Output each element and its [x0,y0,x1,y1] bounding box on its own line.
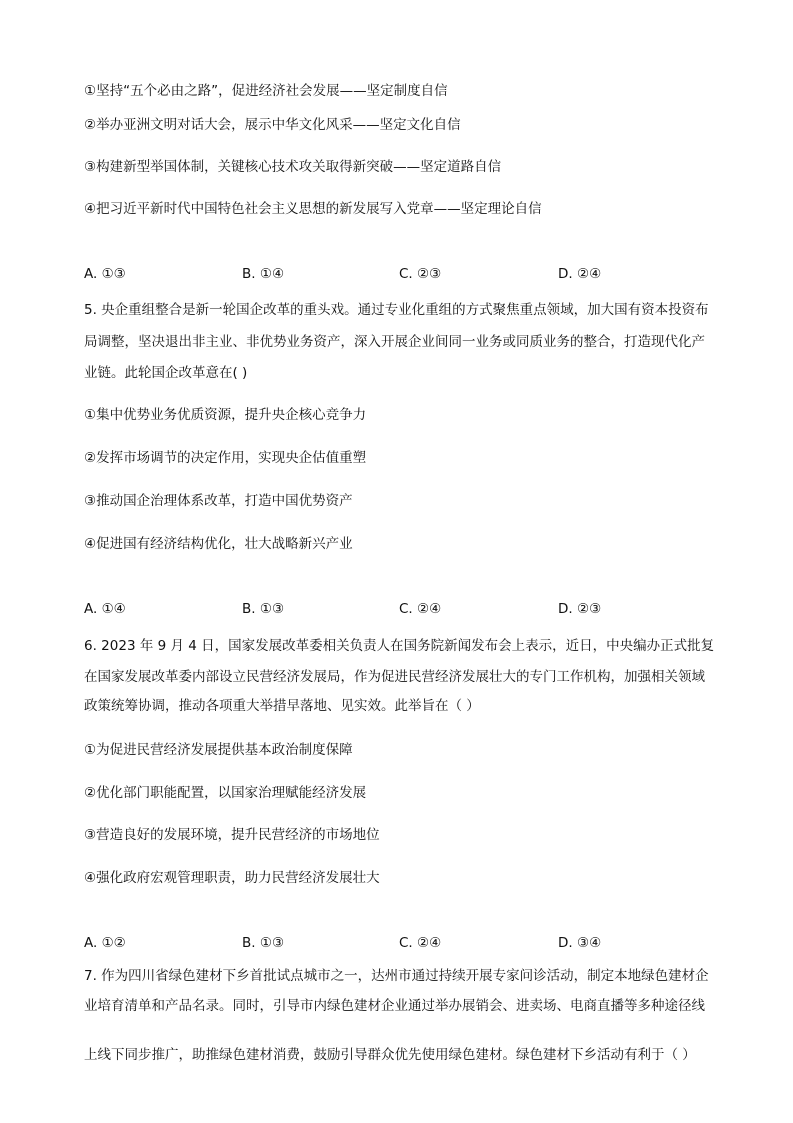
q6-option-c[interactable]: C. ②④ [399,935,442,951]
q6-option-d[interactable]: D. ③④ [558,935,602,951]
q5-stem-line-2: 局调整，坚决退出非主业、非优势业务资产，深入开展企业间同一业务或同质业务的整合，打造现代化产 [84,334,705,350]
q5-item-3: ③推动国企治理体系改革，打造中国优势资产 [84,493,353,509]
q6-stem-line-3: 政策统筹协调，推动各项重大举措早落地、见实效。此举旨在（ ） [84,698,480,714]
q5-stem-line-1: 5. 央企重组整合是新一轮国企改革的重头戏。通过专业化重组的方式聚焦重点领域，加大国有资本投资布 [84,302,709,318]
q4-item-1: ①坚持“五个必由之路”，促进经济社会发展——坚定制度自信 [84,83,448,99]
q4-item-3: ③构建新型举国体制，关键核心技术攻关取得新突破——坚定道路自信 [84,159,502,175]
q7-stem-line-2: 业培育清单和产品名录。同时，引导市内绿色建材企业通过举办展销会、进卖场、电商直播等多种途径线 [84,998,705,1014]
q6-item-4: ④强化政府宏观管理职责，助力民营经济发展壮大 [84,870,380,886]
q5-option-c[interactable]: C. ②④ [399,601,442,617]
q6-option-b[interactable]: B. ①③ [242,935,285,951]
q4-item-4: ④把习近平新时代中国特色社会主义思想的新发展写入党章——坚定理论自信 [84,201,542,217]
q7-stem-line-1: 7. 作为四川省绿色建材下乡首批试点城市之一，达州市通过持续开展专家问诊活动，制定本地绿色建材企 [84,968,709,984]
q4-item-2: ②举办亚洲文明对话大会，展示中华文化风采——坚定文化自信 [84,117,461,133]
q7-stem-line-3: 上线下同步推广，助推绿色建材消费，鼓励引导群众优先使用绿色建材。绿色建材下乡活动有利于（ ） [84,1047,696,1063]
q5-option-d[interactable]: D. ②③ [558,601,602,617]
q4-option-d[interactable]: D. ②④ [558,266,602,282]
q6-stem-line-2: 在国家发展改革委内部设立民营经济发展局，作为促进民营经济发展壮大的专门工作机构，加强相关领域 [84,669,705,685]
q4-option-a[interactable]: A. ①③ [84,266,126,282]
q6-item-2: ②优化部门职能配置，以国家治理赋能经济发展 [84,785,367,801]
q5-option-b[interactable]: B. ①③ [242,601,285,617]
q6-stem-line-1: 6. 2023 年 9 月 4 日，国家发展改革委相关负责人在国务院新闻发布会上表示，近日，中央编办正式批复 [84,638,715,654]
q6-item-1: ①为促进民营经济发展提供基本政治制度保障 [84,742,353,758]
q5-item-2: ②发挥市场调节的决定作用，实现央企估值重塑 [84,450,367,466]
q5-option-a[interactable]: A. ①④ [84,601,126,617]
q5-stem-line-3: 业链。此轮国企改革意在( ) [84,365,248,381]
q6-item-3: ③营造良好的发展环境，提升民营经济的市场地位 [84,827,380,843]
q5-item-1: ①集中优势业务优质资源，提升央企核心竞争力 [84,407,367,423]
q6-option-a[interactable]: A. ①② [84,935,126,951]
q4-option-c[interactable]: C. ②③ [399,266,442,282]
q4-option-b[interactable]: B. ①④ [242,266,285,282]
q5-item-4: ④促进国有经济结构优化，壮大战略新兴产业 [84,536,353,552]
